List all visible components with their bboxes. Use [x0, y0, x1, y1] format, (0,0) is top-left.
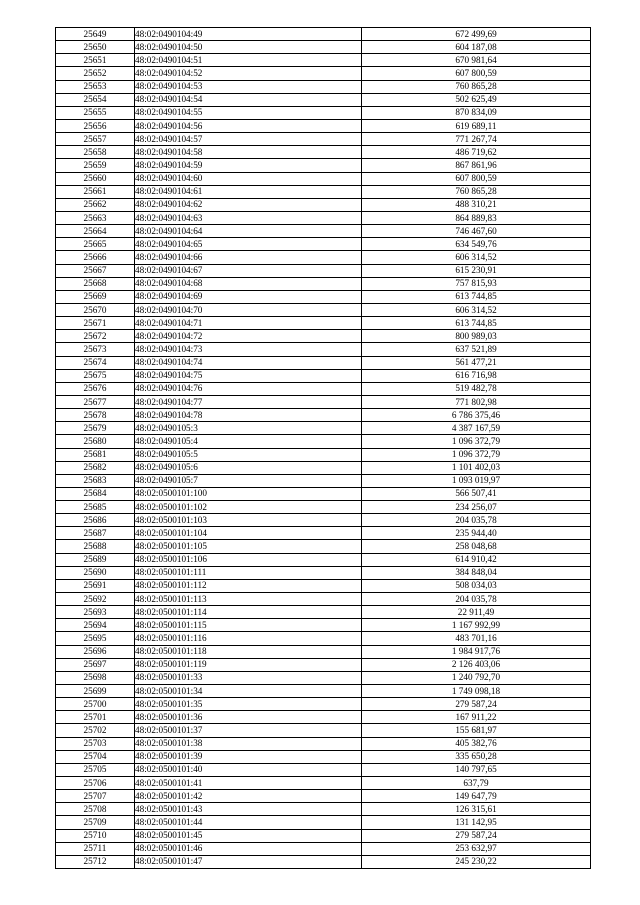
- cadastral-number: 48:02:0500101:46: [135, 842, 362, 855]
- cadastral-value: 384 848,04: [362, 566, 591, 579]
- cadastral-number: 48:02:0490104:56: [135, 119, 362, 132]
- table-row: [56, 238, 591, 251]
- cadastral-number: 48:02:0490104:77: [135, 395, 362, 408]
- row-number: 25671: [56, 317, 135, 330]
- cadastral-number: 48:02:0490104:50: [135, 41, 362, 54]
- cadastral-value: 1 101 402,03: [362, 461, 591, 474]
- table-row: [56, 474, 591, 487]
- cadastral-number: 48:02:0500101:39: [135, 750, 362, 763]
- cadastral-value: 204 035,78: [362, 593, 591, 606]
- cadastral-number: 48:02:0500101:42: [135, 790, 362, 803]
- cadastral-value: 607 800,59: [362, 172, 591, 185]
- table-row: [56, 369, 591, 382]
- row-number: 25677: [56, 395, 135, 408]
- cadastral-number: 48:02:0490104:78: [135, 409, 362, 422]
- cadastral-value: 2 126 403,06: [362, 658, 591, 671]
- row-number: 25693: [56, 606, 135, 619]
- table-row: [56, 435, 591, 448]
- cadastral-value: 1 167 992,99: [362, 619, 591, 632]
- table-row: [56, 382, 591, 395]
- cadastral-number: 48:02:0500101:45: [135, 829, 362, 842]
- cadastral-number: 48:02:0490104:68: [135, 277, 362, 290]
- cadastral-number: 48:02:0500101:115: [135, 619, 362, 632]
- cadastral-number: 48:02:0490104:55: [135, 106, 362, 119]
- cadastral-value: 4 387 167,59: [362, 422, 591, 435]
- cadastral-number: 48:02:0490104:65: [135, 238, 362, 251]
- cadastral-value: 519 482,78: [362, 382, 591, 395]
- table-row: [56, 685, 591, 698]
- table-row: [56, 763, 591, 776]
- table-row: [56, 803, 591, 816]
- cadastral-value: 613 744,85: [362, 290, 591, 303]
- cadastral-value: 604 187,08: [362, 41, 591, 54]
- table-row: [56, 448, 591, 461]
- cadastral-value: 1 984 917,76: [362, 645, 591, 658]
- row-number: 25678: [56, 409, 135, 422]
- row-number: 25707: [56, 790, 135, 803]
- cadastral-number: 48:02:0490104:69: [135, 290, 362, 303]
- cadastral-number: 48:02:0490104:58: [135, 146, 362, 159]
- cadastral-value: 771 267,74: [362, 133, 591, 146]
- row-number: 25702: [56, 724, 135, 737]
- cadastral-value: 614 910,42: [362, 553, 591, 566]
- row-number: 25704: [56, 750, 135, 763]
- row-number: 25660: [56, 172, 135, 185]
- row-number: 25681: [56, 448, 135, 461]
- row-number: 25699: [56, 685, 135, 698]
- table-row: [56, 487, 591, 500]
- row-number: 25655: [56, 106, 135, 119]
- table-row: [56, 619, 591, 632]
- table-row: [56, 356, 591, 369]
- table-row: [56, 133, 591, 146]
- cadastral-number: 48:02:0490105:4: [135, 435, 362, 448]
- cadastral-number: 48:02:0500101:38: [135, 737, 362, 750]
- table-row: [56, 93, 591, 106]
- cadastral-number: 48:02:0490104:63: [135, 211, 362, 224]
- row-number: 25668: [56, 277, 135, 290]
- cadastral-value: 204 035,78: [362, 514, 591, 527]
- table-row: [56, 527, 591, 540]
- row-number: 25683: [56, 474, 135, 487]
- table-row: [56, 395, 591, 408]
- cadastral-number: 48:02:0500101:116: [135, 632, 362, 645]
- table-row: [56, 290, 591, 303]
- row-number: 25650: [56, 41, 135, 54]
- cadastral-value: 760 865,28: [362, 80, 591, 93]
- cadastral-number: 48:02:0490104:53: [135, 80, 362, 93]
- row-number: 25703: [56, 737, 135, 750]
- cadastral-number: 48:02:0490105:3: [135, 422, 362, 435]
- cadastral-number: 48:02:0500101:113: [135, 593, 362, 606]
- cadastral-value: 757 815,93: [362, 277, 591, 290]
- row-number: 25695: [56, 632, 135, 645]
- table-row: [56, 303, 591, 316]
- cadastral-number: 48:02:0490104:74: [135, 356, 362, 369]
- cadastral-value: 672 499,69: [362, 28, 591, 41]
- cadastral-value: 508 034,03: [362, 579, 591, 592]
- table-row: [56, 211, 591, 224]
- cadastral-value: 1 749 098,18: [362, 685, 591, 698]
- cadastral-value: 483 701,16: [362, 632, 591, 645]
- cadastral-value: 566 507,41: [362, 487, 591, 500]
- row-number: 25687: [56, 527, 135, 540]
- row-number: 25700: [56, 698, 135, 711]
- row-number: 25664: [56, 225, 135, 238]
- cadastral-number: 48:02:0500101:103: [135, 514, 362, 527]
- table-row: [56, 251, 591, 264]
- cadastral-value: 606 314,52: [362, 251, 591, 264]
- cadastral-number: 48:02:0500101:33: [135, 671, 362, 684]
- row-number: 25701: [56, 711, 135, 724]
- cadastral-number: 48:02:0490105:6: [135, 461, 362, 474]
- row-number: 25658: [56, 146, 135, 159]
- table-row: [56, 671, 591, 684]
- table-row: [56, 277, 591, 290]
- table-row: [56, 514, 591, 527]
- cadastral-value: 6 786 375,46: [362, 409, 591, 422]
- cadastral-value: 634 549,76: [362, 238, 591, 251]
- table-row: [56, 829, 591, 842]
- cadastral-value: 615 230,91: [362, 264, 591, 277]
- row-number: 25682: [56, 461, 135, 474]
- cadastral-number: 48:02:0490104:54: [135, 93, 362, 106]
- cadastral-number: 48:02:0490105:5: [135, 448, 362, 461]
- cadastral-value: 22 911,49: [362, 606, 591, 619]
- table-row: [56, 790, 591, 803]
- cadastral-value: 1 096 372,79: [362, 448, 591, 461]
- cadastral-number: 48:02:0500101:114: [135, 606, 362, 619]
- cadastral-number: 48:02:0490104:72: [135, 330, 362, 343]
- row-number: 25672: [56, 330, 135, 343]
- cadastral-value: 335 650,28: [362, 750, 591, 763]
- cadastral-number: 48:02:0490104:71: [135, 317, 362, 330]
- row-number: 25689: [56, 553, 135, 566]
- table-row: [56, 750, 591, 763]
- row-number: 25670: [56, 303, 135, 316]
- row-number: 25709: [56, 816, 135, 829]
- cadastral-number: 48:02:0490104:73: [135, 343, 362, 356]
- table-row: [56, 501, 591, 514]
- table-row: [56, 855, 591, 868]
- cadastral-number: 48:02:0490104:51: [135, 54, 362, 67]
- cadastral-number: 48:02:0490105:7: [135, 474, 362, 487]
- row-number: 25659: [56, 159, 135, 172]
- cadastral-number: 48:02:0500101:34: [135, 685, 362, 698]
- row-number: 25661: [56, 185, 135, 198]
- table-row: [56, 777, 591, 790]
- row-number: 25662: [56, 198, 135, 211]
- cadastral-number: 48:02:0490104:76: [135, 382, 362, 395]
- cadastral-number: 48:02:0500101:41: [135, 777, 362, 790]
- row-number: 25684: [56, 487, 135, 500]
- table-row: [56, 409, 591, 422]
- cadastral-number: 48:02:0490104:59: [135, 159, 362, 172]
- cadastral-value: 486 719,62: [362, 146, 591, 159]
- cadastral-number: 48:02:0490104:67: [135, 264, 362, 277]
- cadastral-value: 1 093 019,97: [362, 474, 591, 487]
- cadastral-number: 48:02:0500101:106: [135, 553, 362, 566]
- cadastral-value: 670 981,64: [362, 54, 591, 67]
- row-number: 25657: [56, 133, 135, 146]
- table-row: [56, 330, 591, 343]
- table-row: [56, 711, 591, 724]
- cadastral-number: 48:02:0500101:119: [135, 658, 362, 671]
- row-number: 25712: [56, 855, 135, 868]
- table-row: [56, 422, 591, 435]
- table-row: [56, 225, 591, 238]
- cadastral-number: 48:02:0490104:66: [135, 251, 362, 264]
- row-number: 25676: [56, 382, 135, 395]
- cadastral-value: 279 587,24: [362, 698, 591, 711]
- cadastral-number: 48:02:0500101:43: [135, 803, 362, 816]
- row-number: 25666: [56, 251, 135, 264]
- cadastral-value: 234 256,07: [362, 501, 591, 514]
- cadastral-value: 245 230,22: [362, 855, 591, 868]
- table-row: [56, 579, 591, 592]
- cadastral-value: 167 911,22: [362, 711, 591, 724]
- row-number: 25705: [56, 763, 135, 776]
- table-row: [56, 645, 591, 658]
- table-row: [56, 159, 591, 172]
- cadastral-value: 253 632,97: [362, 842, 591, 855]
- table-row: [56, 658, 591, 671]
- cadastral-number: 48:02:0490104:57: [135, 133, 362, 146]
- row-number: 25679: [56, 422, 135, 435]
- table-row: [56, 106, 591, 119]
- cadastral-number: 48:02:0490104:75: [135, 369, 362, 382]
- cadastral-number: 48:02:0490104:64: [135, 225, 362, 238]
- row-number: 25696: [56, 645, 135, 658]
- cadastral-value: 800 989,03: [362, 330, 591, 343]
- row-number: 25652: [56, 67, 135, 80]
- row-number: 25690: [56, 566, 135, 579]
- row-number: 25667: [56, 264, 135, 277]
- table-row: [56, 146, 591, 159]
- cadastral-number: 48:02:0490104:49: [135, 28, 362, 41]
- cadastral-value: 760 865,28: [362, 185, 591, 198]
- cadastral-value: 126 315,61: [362, 803, 591, 816]
- row-number: 25674: [56, 356, 135, 369]
- cadastral-number: 48:02:0490104:61: [135, 185, 362, 198]
- row-number: 25686: [56, 514, 135, 527]
- row-number: 25665: [56, 238, 135, 251]
- table-row: [56, 172, 591, 185]
- cadastral-value: 1 240 792,70: [362, 671, 591, 684]
- cadastral-number: 48:02:0500101:105: [135, 540, 362, 553]
- cadastral-value: 637 521,89: [362, 343, 591, 356]
- table-row: [56, 842, 591, 855]
- cadastral-number: 48:02:0490104:52: [135, 67, 362, 80]
- cadastral-value: 149 647,79: [362, 790, 591, 803]
- row-number: 25691: [56, 579, 135, 592]
- table-row: [56, 264, 591, 277]
- cadastral-value: 131 142,95: [362, 816, 591, 829]
- cadastral-number: 48:02:0500101:100: [135, 487, 362, 500]
- row-number: 25694: [56, 619, 135, 632]
- cadastral-value: 258 048,68: [362, 540, 591, 553]
- cadastral-value: 561 477,21: [362, 356, 591, 369]
- table-row: [56, 816, 591, 829]
- table-row: [56, 317, 591, 330]
- cadastral-number: 48:02:0490104:62: [135, 198, 362, 211]
- cadastral-number: 48:02:0500101:118: [135, 645, 362, 658]
- cadastral-number: 48:02:0500101:35: [135, 698, 362, 711]
- row-number: 25708: [56, 803, 135, 816]
- cadastral-number: 48:02:0490104:70: [135, 303, 362, 316]
- cadastral-number: 48:02:0500101:104: [135, 527, 362, 540]
- table-row: [56, 632, 591, 645]
- row-number: 25654: [56, 93, 135, 106]
- row-number: 25651: [56, 54, 135, 67]
- row-number: 25680: [56, 435, 135, 448]
- table-row: [56, 540, 591, 553]
- cadastral-value: 279 587,24: [362, 829, 591, 842]
- table-row: [56, 606, 591, 619]
- table-row: [56, 461, 591, 474]
- cadastral-value: 619 689,11: [362, 119, 591, 132]
- cadastral-value-table: [55, 27, 591, 869]
- cadastral-value: 606 314,52: [362, 303, 591, 316]
- cadastral-value: 637,79: [362, 777, 591, 790]
- cadastral-value: 502 625,49: [362, 93, 591, 106]
- table-row: [56, 198, 591, 211]
- cadastral-value: 613 744,85: [362, 317, 591, 330]
- table-row: [56, 54, 591, 67]
- cadastral-number: 48:02:0500101:44: [135, 816, 362, 829]
- table-row: [56, 343, 591, 356]
- cadastral-number: 48:02:0500101:47: [135, 855, 362, 868]
- table-row: [56, 80, 591, 93]
- cadastral-value: 867 861,96: [362, 159, 591, 172]
- cadastral-value: 616 716,98: [362, 369, 591, 382]
- cadastral-value: 607 800,59: [362, 67, 591, 80]
- cadastral-value: 1 096 372,79: [362, 435, 591, 448]
- table-row: [56, 724, 591, 737]
- row-number: 25663: [56, 211, 135, 224]
- row-number: 25688: [56, 540, 135, 553]
- table-row: [56, 41, 591, 54]
- cadastral-value: 405 382,76: [362, 737, 591, 750]
- row-number: 25669: [56, 290, 135, 303]
- cadastral-value: 746 467,60: [362, 225, 591, 238]
- cadastral-number: 48:02:0500101:40: [135, 763, 362, 776]
- table-row: [56, 737, 591, 750]
- row-number: 25692: [56, 593, 135, 606]
- table-body: [56, 28, 591, 869]
- cadastral-number: 48:02:0500101:102: [135, 501, 362, 514]
- table-row: [56, 67, 591, 80]
- table-row: [56, 698, 591, 711]
- cadastral-number: 48:02:0500101:111: [135, 566, 362, 579]
- row-number: 25656: [56, 119, 135, 132]
- cadastral-value: 771 802,98: [362, 395, 591, 408]
- table-row: [56, 119, 591, 132]
- cadastral-number: 48:02:0500101:112: [135, 579, 362, 592]
- cadastral-number: 48:02:0500101:36: [135, 711, 362, 724]
- row-number: 25706: [56, 777, 135, 790]
- cadastral-value: 140 797,65: [362, 763, 591, 776]
- table-row: [56, 593, 591, 606]
- cadastral-value: 155 681,97: [362, 724, 591, 737]
- row-number: 25653: [56, 80, 135, 93]
- table-row: [56, 185, 591, 198]
- row-number: 25685: [56, 501, 135, 514]
- row-number: 25697: [56, 658, 135, 671]
- table-row: [56, 28, 591, 41]
- row-number: 25649: [56, 28, 135, 41]
- row-number: 25710: [56, 829, 135, 842]
- cadastral-number: 48:02:0490104:60: [135, 172, 362, 185]
- cadastral-value: 235 944,40: [362, 527, 591, 540]
- cadastral-value: 488 310,21: [362, 198, 591, 211]
- row-number: 25711: [56, 842, 135, 855]
- table-row: [56, 553, 591, 566]
- cadastral-number: 48:02:0500101:37: [135, 724, 362, 737]
- table-row: [56, 566, 591, 579]
- row-number: 25673: [56, 343, 135, 356]
- row-number: 25675: [56, 369, 135, 382]
- cadastral-value: 870 834,09: [362, 106, 591, 119]
- cadastral-value: 864 889,83: [362, 211, 591, 224]
- row-number: 25698: [56, 671, 135, 684]
